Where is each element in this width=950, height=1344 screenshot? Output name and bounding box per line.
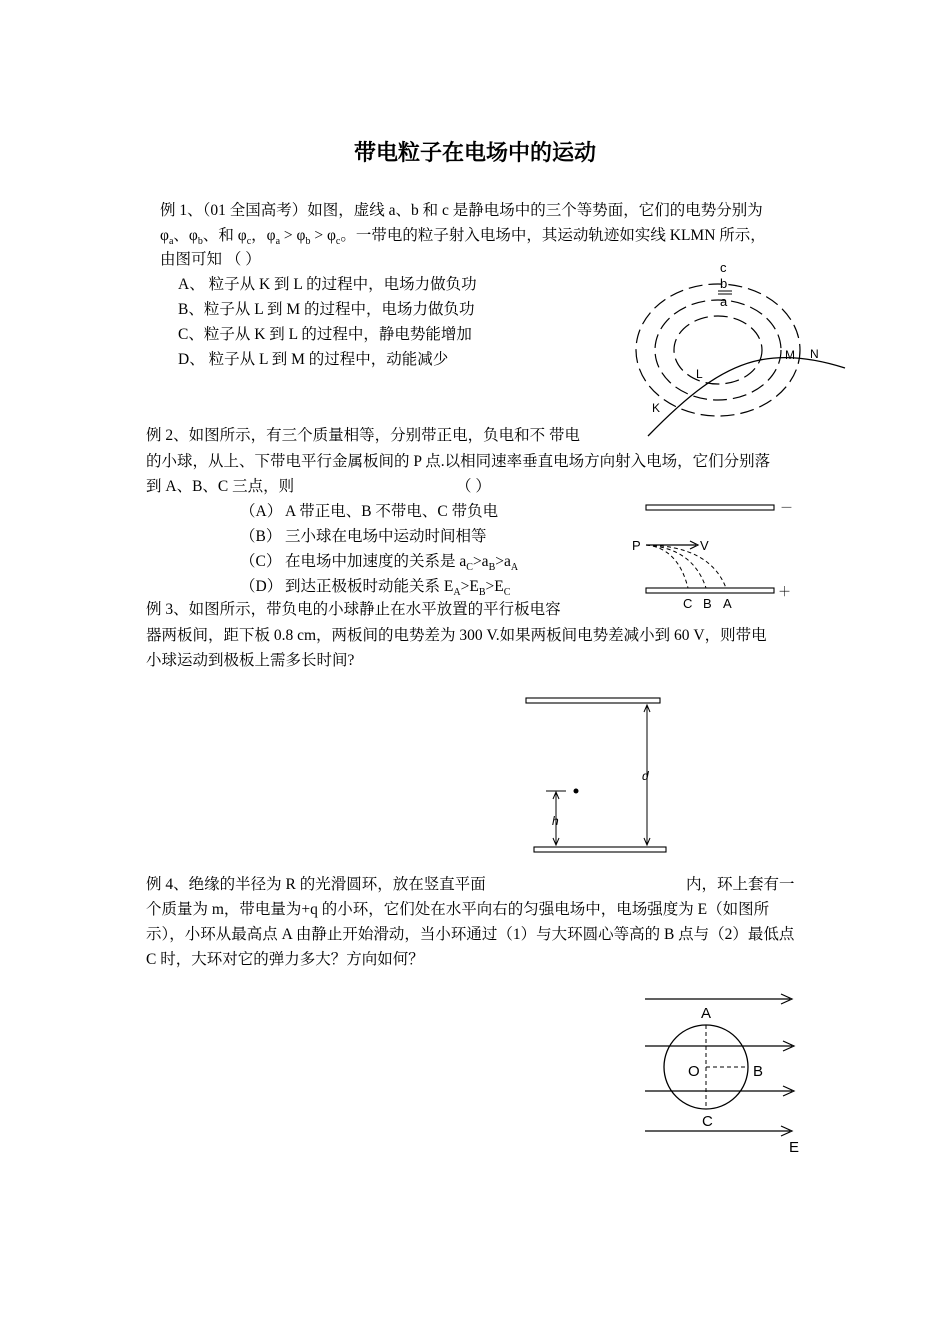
label-B: B [703,596,712,611]
ex1-option-c: C、粒子从 K 到 L 的过程中，静电势能增加 [178,326,472,343]
label-M: M [785,348,795,362]
ex1-option-d: D、 粒子从 L 到 M 的过程中，动能减少 [178,351,449,368]
ex4-figure-ring [640,990,815,1160]
label-V: V [700,538,709,553]
trajectory-B [646,545,706,588]
ex2-answer-paren: （ ） [456,478,491,495]
ex2-option-b: （B） 三小球在电场中运动时间相等 [240,528,487,545]
ex2-figure-plates [628,498,808,613]
ex4-line4: C 时，大环对它的弹力多大？方向如何？ [146,951,424,968]
label-P: P [632,538,641,553]
label-b: b [720,276,728,291]
ex1-line2: $\varphi_a$、$\varphi_b$、和 $\varphi_c$，$\varphi_a > \varphi_b > \varphi_c$。一带电的粒子射入电场中，其运动轨迹如实线 KLMN 所示， [160,227,766,248]
positive-plate [646,588,774,593]
ex4-line1a: 例 4、绝缘的半径为 R 的光滑圆环，放在竖直平面 [146,876,486,893]
label-N: N [810,347,819,361]
equipotential-c [636,284,800,416]
trajectory-klmn [648,358,845,436]
ex1-line1: 例 1、（01 全国高考）如图，虚线 a、b 和 c 是静电场中的三个等势面，它们的电势分别为 [160,202,763,219]
negative-plate [646,505,774,510]
label-B: B [753,1063,764,1080]
label-plus: ＋ [778,584,792,599]
label-A: A [701,1005,712,1022]
ex3-line3: 小球运动到极板上需多长时间? [146,652,355,669]
ex2-option-c: （C） 在电场中加速度的关系是 $a_C>a_B>a_A$ [240,553,519,574]
equipotential-a [674,316,762,384]
charged-ball [574,789,579,794]
ex2-option-a: （A） A 带正电、B 不带电、C 带负电 [240,503,499,520]
page-title: 带电粒子在电场中的运动 [353,141,596,166]
ex2-line2: 的小球，从上、下带电平行金属板间的 P 点.以相同速率垂直电场方向射入电场，它们分别落 [146,453,771,470]
ex4-line3: 示），小环从最高点 A 由静止开始滑动，当小环通过（1）与大环圆心等高的 B 点与（2）最低点 [146,926,795,943]
ex3-line2: 器两板间，距下板 0.8 cm，两板间的电势差为 300 V.如果两板间电势差减小到 60 V，则带电 [146,627,767,644]
label-minus: － [780,500,794,515]
ex1-option-a: A、 粒子从 K 到 L 的过程中，电场力做负功 [178,276,477,293]
label-E: E [789,1139,800,1156]
label-O: O [688,1063,700,1080]
label-L: L [696,367,703,381]
upper-plate [526,698,660,703]
label-h: h [552,814,559,828]
ex1-line3: 由图可知 （ ） [160,251,261,268]
label-c: c [720,260,727,275]
label-C: C [702,1113,713,1130]
label-K: K [652,401,661,415]
ex3-figure-capacitor [522,692,672,862]
ex1-option-b: B、粒子从 L 到 M 的过程中，电场力做负功 [178,301,475,318]
ex3-line1: 例 3、如图所示，带负电的小球静止在水平放置的平行板电容 [146,601,561,618]
label-d: d [642,769,649,783]
lower-plate [534,847,666,852]
label-a: a [720,294,728,309]
label-C: C [683,596,693,611]
ex4-line2: 个质量为 m，带电量为+q 的小环，它们处在水平向右的匀强电场中，电场强度为 E（如图所 [146,901,770,918]
ex1-figure-equipotential [630,258,850,443]
ex2-line1: 例 2、如图所示，有三个质量相等，分别带正电，负电和不 带电 [146,427,581,444]
trajectory-C [646,545,688,588]
ex4-line1b: 内，环上套有一 [686,876,795,893]
ex2-option-d: （D） 到达正极板时动能关系 $E_A>E_B>E_C$ [240,578,511,599]
label-A: A [723,596,732,611]
ex2-line3: 到 A、B、C 三点，则 [146,478,295,495]
